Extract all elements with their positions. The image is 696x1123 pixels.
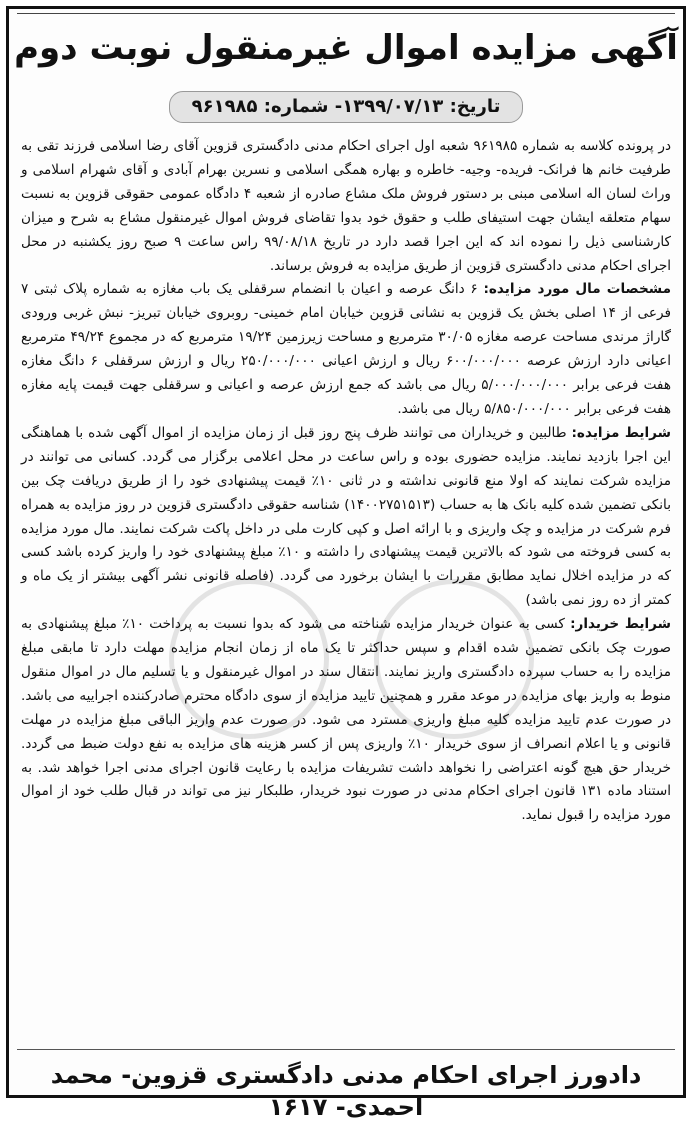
- top-rule: [17, 13, 675, 14]
- date-and-number: تاریخ: ۱۳۹۹/۰۷/۱۳- شماره: ۹۶۱۹۸۵: [169, 91, 524, 123]
- auction-terms-text: طالبین و خریداران می توانند ظرف پنج روز قبل از زمان مزایده از اموال آگهی شده با هماهنگی این اجرا بازدید نمایند. مزایده حضوری بوده و راس ساعت در محل اعلامی برگزار می گردد. کسانی می توانند در مزایده شرکت نمایند که اولا منع قانونی نداشته و در ثانی ۱۰٪ قیمت پیشنهادی خود را از طریق دریافت چک بین بانکی تضمین شده کلیه بانک ها به حساب (۱۴۰۰۲۷۵۱۵۱۳) شناسه حقوقی دادگستری قزوین در روز مزایده به همراه فرم شرکت در مزایده و چک واریزی و با ارائه اصل و کپی کارت ملی در داخل پاکت شرکت نمایند. مال مورد مزایده به کسی فروخته می شود که بالاترین قیمت پیشنهادی را داشته و ۱۰٪ مبلغ پیشنهادی خود را واریز کرده باشد کسی که در مزایده اخلال نماید مطابق مقررات با ایشان برخورد می گردد. (فاصله قانونی نشر آگهی بیشتر از یک ماه و کمتر از ده روز نمی باشد): [21, 424, 671, 609]
- signature-line: دادورز اجرای احکام مدنی دادگستری قزوین- محمد احمدی- ۱۶۱۷: [50, 1061, 642, 1121]
- dateline: [9, 91, 683, 123]
- intro-paragraph: [21, 135, 671, 278]
- auction-terms-paragraph: [21, 422, 671, 613]
- property-spec-text: ۶ دانگ عرصه و اعیان با انضمام سرقفلی یک باب مغازه به شماره پلاک ثبتی ۷ فرعی از ۱۴ اصلی بخش یک قزوین به نشانی قزوین خیابان امام خمینی- روبروی خیابان تبریز- نبش غربی ورودی گاراژ مرندی مساحت عرصه مغازه ۳۰/۰۵ مترمربع و مساحت زیرزمین ۱۹/۲۴ مترمربع که در مجموع ۴۹/۲۴ مترمربع اعیانی دارد ارزش عرصه ۶۰۰/۰۰۰/۰۰۰ ریال و ارزش اعیانی ۲۵۰/۰۰۰/۰۰۰ ریال و ارزش سرقفلی ۶ دانگ مغازه هفت فرعی برابر ۵/۰۰۰/۰۰۰/۰۰۰ ریال می باشد که جمع ارزش عرصه و اعیانی و سرقفلی جهت قیمت پایه مغازه هفت فرعی برابر ۵/۸۵۰/۰۰۰/۰۰۰ ریال می باشد.: [21, 281, 671, 417]
- buyer-terms-heading: شرایط خریدار:: [570, 616, 672, 633]
- buyer-terms-paragraph: [21, 613, 671, 828]
- notice-body: [21, 135, 671, 828]
- property-spec-paragraph: [21, 278, 671, 421]
- property-spec-heading: مشخصات مال مورد مزایده:: [483, 281, 671, 298]
- intro-text: در پرونده کلاسه به شماره ۹۶۱۹۸۵ شعبه اول اجرای احکام مدنی دادگستری قزوین آقای رضا اسلامی فرزند تقی به طرفیت خانم ها فرانک- فریده- وجیه- خاطره و بهاره همگی اسلامی و نسرین بهرام آبادی و آقای شهرام اسلامی و وراث لسان اله اسلامی مبنی بر دستور فروش ملک مشاع صادره از شعبه ۴ دادگاه عمومی حقوقی قزوین به نسبت سهام متعلقه ایشان جهت استیفای طلب و حقوق خود بدوا تقاضای فروش اموال غیرمنقول مشاع به شرح و میزان کارشناسی ذیل را نموده اند که این اجرا قصد دارد در تاریخ ۹۹/۰۸/۱۸ راس ساعت ۹ صبح روز یکشنبه در محل اجرای احکام مدنی دادگستری قزوین از طریق مزایده به فروش برساند.: [21, 138, 671, 274]
- notice-title: آگهی مزایده اموال غیرمنقول نوبت دوم: [14, 28, 678, 68]
- notice-frame: [6, 6, 686, 1121]
- auction-terms-heading: شرایط مزایده:: [571, 424, 671, 441]
- buyer-terms-text: کسی به عنوان خریدار مزایده شناخته می شود که بدوا نسبت به پرداخت ۱۰٪ مبلغ پیشنهادی به صورت چک بانکی تضمین شده اقدام و سپس حداکثر تا یک ماه از زمان انجام مزایده مهلت دارد تا مابقی مبلغ مزایده را به حساب سپرده دادگستری واریز نمایند. انتقال سند در اموال غیرمنقول و یا تسلیم مال در اموال منقول منوط به واریز بهای مزایده در موعد مقرر و همچنین تایید مزایده از سوی دادگاه محترم صادرکننده اجراییه می باشد. در صورت عدم تایید مزایده کلیه مبلغ واریزی مسترد می شود. در صورت عدم واریز الباقی مبلغ مزایده در مهلت قانونی و یا اعلام انصراف از سوی خریدار ۱۰٪ واریزی پس از کسر هزینه های مزایده به نفع دولت ضبط می گردد. خریدار حق هیچ گونه اعتراضی را نخواهد داشت تشریفات مزایده با رعایت قانون اجرای مدنی اجرا خواهد شد. به استناد ماده ۱۳۱ قانون اجرای احکام مدنی در صورت نبود خریدار، طلبکار نیز می تواند در قبال طلب خود از اموال مورد مزایده را قبول نماید.: [21, 616, 672, 824]
- footer-rule: [17, 1049, 675, 1050]
